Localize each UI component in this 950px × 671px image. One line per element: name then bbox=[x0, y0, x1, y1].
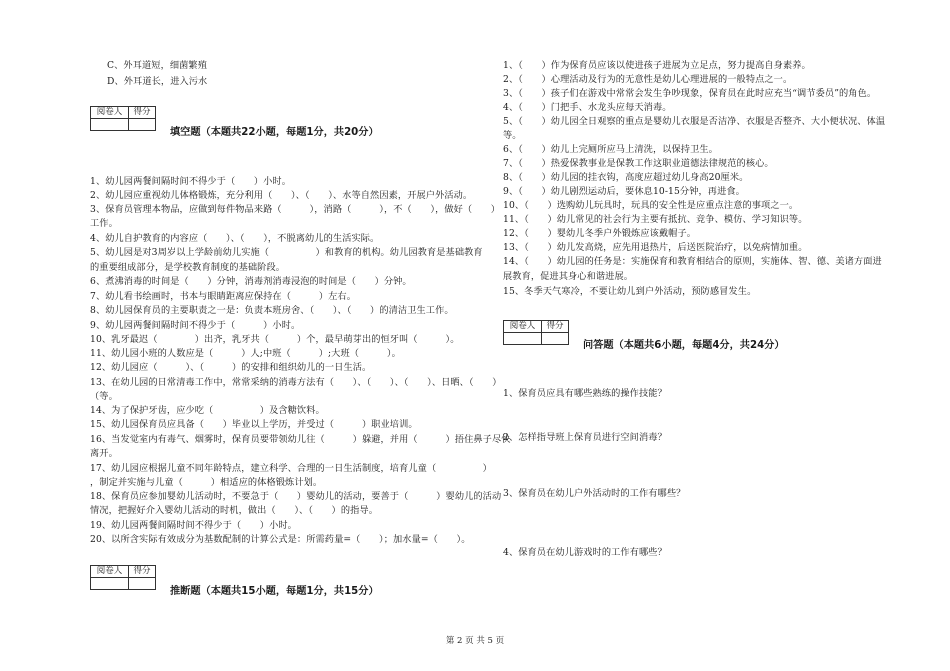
fill-line: 15、幼儿园保育员应具备（ ）毕业以上学历，并受过（ ）职业培训。 bbox=[90, 419, 418, 430]
fill-line: 工作。 bbox=[90, 218, 118, 229]
fill-line: 6、煮沸消毒的时间是（ ）分钟，消毒剂消毒浸泡的时间是（ ）分钟。 bbox=[90, 276, 412, 287]
fill-line: 情况，把握好介入婴幼儿活动的时机，做出（ ）、（ ）的指导。 bbox=[90, 505, 378, 516]
fill-line: 13、在幼儿园的日常清毒工作中，常常采纳的消毒方法有（ ）、（ ）、（ ）、日晒、（ ） bbox=[90, 377, 502, 388]
score-label: 得分 bbox=[546, 321, 564, 331]
fill-line: 的重要组成部分，是学校教育制度的基础阶段。 bbox=[90, 262, 286, 273]
option-c: C、外耳道短，细菌繁殖 bbox=[107, 60, 208, 71]
judge-line: 15、冬季天气寒冷，不要让幼儿到户外活动，预防感冒发生。 bbox=[503, 286, 757, 297]
fill-section-title: 填空题（本题共22小题，每题1分，共20分） bbox=[170, 127, 379, 138]
qa-question: 3、保育员在幼儿户外活动时的工作有哪些？ bbox=[503, 488, 686, 499]
reviewer-label: 阅卷人 bbox=[91, 107, 129, 118]
fill-line: 14、为了保护牙齿，应少吃（ ）及含糖饮料。 bbox=[90, 405, 325, 416]
fill-line: 19、幼儿园两餐间隔时间不得少于（ ）小时。 bbox=[90, 520, 297, 531]
score-box-fill-blank bbox=[90, 118, 156, 131]
fill-line: 5、幼儿园是对3周岁以上学龄前幼儿实施（ ）和教育的机构。幼儿园教育是基础教育 bbox=[90, 247, 483, 258]
fill-line: 7、幼儿看书绘画时，书本与眼睛距离应保持在（ ）左右。 bbox=[90, 291, 356, 302]
page-footer: 第 2 页 共 5 页 bbox=[445, 636, 505, 646]
fill-line: 3、保育员管理本物品，应做到每件物品来路（ ），消路（ ），不（ ），做好（ ） bbox=[90, 204, 501, 215]
fill-line: 17、幼儿园应根据儿童不同年龄特点，建立科学、合理的一日生活制度，培育儿童（ ） bbox=[90, 463, 492, 474]
judge-line: 8、（ ）幼儿园的挂衣钩，高度应超过幼儿身高20厘米。 bbox=[503, 172, 749, 183]
fill-line: 2、幼儿园应重视幼儿体格锻炼，充分利用（ ）、（ ）、水等自然因素，开展户外活动。 bbox=[90, 190, 473, 201]
judge-line: 3、（ ）孩子们在游戏中常常会发生争吵现象，保育员在此时应充当“调节委员”的角色。 bbox=[503, 88, 877, 99]
score-box-qa-blank bbox=[503, 332, 569, 345]
fill-line: 16、当发觉室内有毒气、烟雾时，保育员要带领幼儿往（ ）躲避，并用（ ）捂住鼻子尽快 bbox=[90, 434, 511, 445]
reviewer-label: 阅卷人 bbox=[91, 566, 129, 577]
qa-section-title: 问答题（本题共6小题，每题4分，共24分） bbox=[583, 340, 785, 351]
fill-line: （等。 bbox=[90, 391, 118, 402]
fill-line: 8、幼儿园保育员的主要职责之一是：负责本班房舍、（ ）、（ ）的清洁卫生工作。 bbox=[90, 305, 454, 316]
fill-line: 11、幼儿园小班的人数应是（ ）人;中班（ ）;大班（ ）。 bbox=[90, 348, 401, 359]
judge-line: 13、（ ）幼儿发高烧，应先用退热片，后送医院治疗，以免病情加重。 bbox=[503, 242, 808, 253]
judge-line: 展教育，促进其身心和谐进展。 bbox=[503, 271, 634, 282]
reviewer-label: 阅卷人 bbox=[504, 321, 542, 332]
judge-line: 10、（ ）选购幼儿玩具时，玩具的安全性是应重点注意的事项之一。 bbox=[503, 200, 799, 211]
judge-section-title: 推断题（本题共15小题，每题1分，共15分） bbox=[170, 586, 379, 597]
judge-line: 12、（ ）婴幼儿冬季户外锻炼应该戴帽子。 bbox=[503, 228, 697, 239]
score-box-judge-blank bbox=[90, 577, 156, 590]
judge-line: 9、（ ）幼儿剧烈运动后，要休息10-15分钟，再进食。 bbox=[503, 186, 745, 197]
judge-line: 1、（ ）作为保育员应该以使进孩子进展为立足点，努力提高自身素养。 bbox=[503, 60, 811, 71]
judge-line: 4、（ ）门把手、水龙头应每天消毒。 bbox=[503, 102, 672, 113]
judge-line: 5、（ ）幼儿园全日观察的重点是婴幼儿衣服是否洁净、衣服是否整齐、大小便状况、体温 bbox=[503, 116, 886, 127]
judge-line: 14、（ ）幼儿园的任务是：实施保育和教育相结合的原则，实施体、智、德、美诸方面进 bbox=[503, 256, 882, 267]
fill-line: 12、幼儿园应（ ）、（ ）的安排和组织幼儿的一日生活。 bbox=[90, 362, 372, 373]
judge-line: 11、（ ）幼儿常见的社会行为主要有抵抗、竞争、模仿、学习知识等。 bbox=[503, 214, 808, 225]
judge-line: 6、（ ）幼儿上完厕所应马上清洗，以保持卫生。 bbox=[503, 144, 718, 155]
fill-line: 10、乳牙最迟（ ）出齐，乳牙共（ ）个，最早萌芽出的恒牙叫（ ）。 bbox=[90, 334, 460, 345]
fill-line: 18、保育员应参加婴幼儿活动时，不要急于（ ）婴幼儿的活动，要善于（ ）婴幼儿的活动 bbox=[90, 491, 502, 502]
fill-line: 4、幼儿自护教育的内容应（ ）、（ ），不脱离幼儿的生活实际。 bbox=[90, 233, 380, 244]
fill-line: ，制定并实施与儿童（ ）相适应的体格锻炼计划。 bbox=[90, 477, 323, 488]
fill-line: 离开。 bbox=[90, 448, 118, 459]
judge-line: 2、（ ）心理活动及行为的无意性是幼儿心理进展的一般特点之一。 bbox=[503, 74, 793, 85]
option-d: D、外耳道长，进入污水 bbox=[107, 76, 208, 87]
qa-question: 4、保育员在幼儿游戏时的工作有哪些？ bbox=[503, 547, 667, 558]
fill-line: 9、幼儿园两餐间隔时间不得少于（ ）小时。 bbox=[90, 320, 301, 331]
qa-question: 1、保育员应具有哪些熟练的操作技能？ bbox=[503, 388, 667, 399]
judge-line: 等。 bbox=[503, 130, 522, 141]
qa-question: 2、怎样指导班上保育员进行空间消毒？ bbox=[503, 432, 667, 443]
fill-line: 20、以所含实际有效成分为基数配制的计算公式是：所需药量=（ ）；加水量=（ ）。 bbox=[90, 534, 471, 545]
score-label: 得分 bbox=[133, 107, 151, 117]
judge-line: 7、（ ）热爱保教事业是保教工作这职业道德法律规范的核心。 bbox=[503, 158, 774, 169]
score-label: 得分 bbox=[133, 566, 151, 576]
fill-line: 1、幼儿园两餐间隔时间不得少于（ ）小时。 bbox=[90, 176, 291, 187]
